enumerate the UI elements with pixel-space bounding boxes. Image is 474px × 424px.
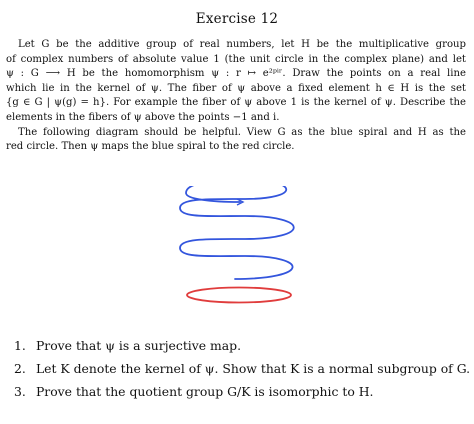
diagram-hint bbox=[6, 126, 466, 155]
statement-line: {g ∈ G | ψ(g) = h}. For example the fiber of ψ above 1 is the kernel of ψ. Describe the bbox=[6, 97, 466, 109]
statement-line: which lie in the kernel of ψ. The fiber of ψ above a fixed element h ∈ H is the set bbox=[6, 82, 466, 94]
statement-line: elements in the fibers of ψ above the points −1 and i. bbox=[6, 111, 280, 123]
hint-line: red circle. Then ψ maps the blue spiral to the red circle. bbox=[6, 141, 295, 153]
blue-spiral bbox=[180, 186, 294, 279]
task-item bbox=[14, 334, 464, 357]
statement-line: of complex numbers of absolute value 1 (the unit circle in the complex plane) and let bbox=[6, 53, 466, 65]
statement-line: ψ : G ⟶ H be the homomorphism ψ : r ↦ e²ᵖⁱʳ. Draw the points on a real line bbox=[6, 68, 466, 80]
task-item bbox=[14, 380, 464, 403]
problem-statement bbox=[6, 38, 466, 126]
task-text: Let K denote the kernel of ψ. Show that K is a normal subgroup of G. bbox=[35, 361, 471, 376]
task-number: 1. bbox=[14, 338, 26, 353]
task-text: Prove that the quotient group G/K is isomorphic to H. bbox=[35, 384, 374, 399]
task-text: Prove that ψ is a surjective map. bbox=[35, 338, 242, 353]
task-list bbox=[14, 334, 471, 403]
task-item bbox=[14, 357, 471, 380]
spiral-circle-diagram bbox=[170, 186, 310, 310]
exercise-title: Exercise 12 bbox=[195, 11, 279, 27]
task-number: 3. bbox=[14, 384, 26, 399]
hint-line: The following diagram should be helpful. View G as the blue spiral and H as the bbox=[18, 126, 466, 138]
red-circle bbox=[187, 288, 291, 303]
statement-line: Let G be the additive group of real numbers, let H be the multiplicative group bbox=[18, 39, 466, 50]
task-number: 2. bbox=[14, 361, 26, 376]
